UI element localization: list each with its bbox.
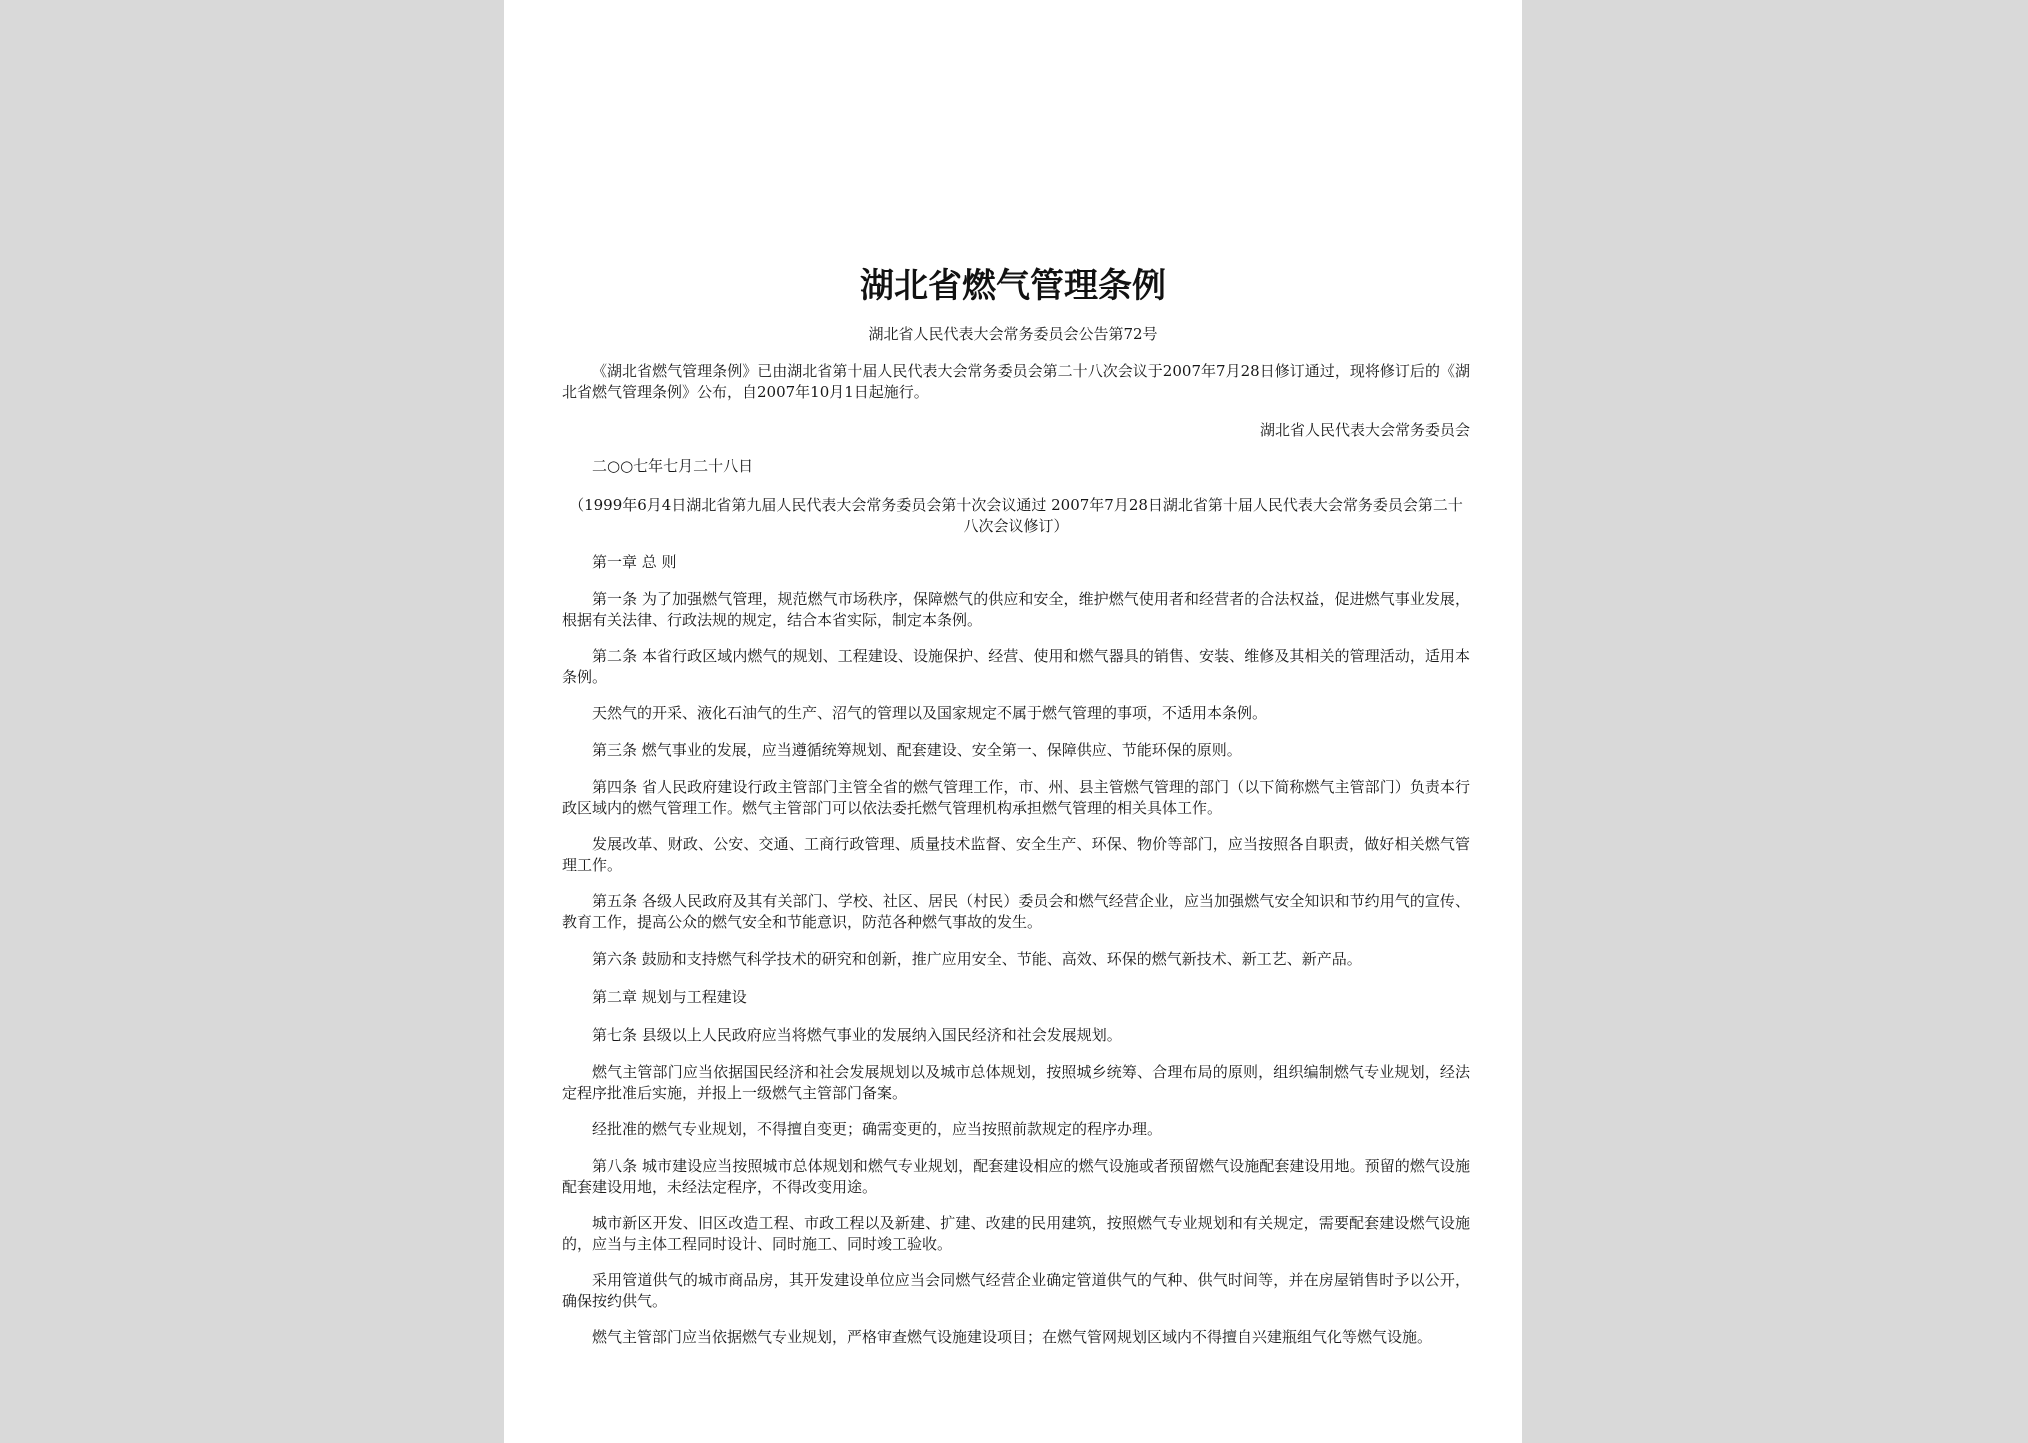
- document-subtitle: 湖北省人民代表大会常务委员会公告第72号: [868, 325, 1158, 343]
- issuer-line: 湖北省人民代表大会常务委员会: [1259, 421, 1470, 439]
- article-1: 第一条 为了加强燃气管理，规范燃气市场秩序，保障燃气的供应和安全，维护燃气使用者和经营者的合法权益，促进燃气事业发展，根据有关法律、行政法规的规定，结合本省实际，制定本条例。: [562, 590, 1470, 629]
- article-8-paragraph-3: 采用管道供气的城市商品房，其开发建设单位应当会同燃气经营企业确定管道供气的气种、供气时间等，并在房屋销售时予以公开，确保按约供气。: [562, 1271, 1470, 1310]
- article-5: 第五条 各级人民政府及其有关部门、学校、社区、居民（村民）委员会和燃气经营企业，应当加强燃气安全知识和节约用气的宣传、教育工作，提高公众的燃气安全和节能意识，防范各种燃气事故的发生。: [562, 892, 1470, 931]
- article-4-paragraph-2: 发展改革、财政、公安、交通、工商行政管理、质量技术监督、安全生产、环保、物价等部门，应当按照各自职责，做好相关燃气管理工作。: [562, 835, 1470, 874]
- date-line: 二○○七年七月二十八日: [592, 457, 754, 475]
- article-3: 第三条 燃气事业的发展，应当遵循统筹规划、配套建设、安全第一、保障供应、节能环保的原则。: [592, 741, 1242, 759]
- announcement-paragraph: 《湖北省燃气管理条例》已由湖北省第十届人民代表大会常务委员会第二十八次会议于2007年7月28日修订通过，现将修订后的《湖北省燃气管理条例》公布，自2007年10月1日起施行。: [562, 362, 1470, 401]
- chapter-heading-2: 第二章 规划与工程建设: [592, 988, 747, 1006]
- article-2: 第二条 本省行政区域内燃气的规划、工程建设、设施保护、经营、使用和燃气器具的销售、安装、维修及其相关的管理活动，适用本条例。: [562, 647, 1470, 686]
- article-8-paragraph-4: 燃气主管部门应当依据燃气专业规划，严格审查燃气设施建设项目；在燃气管网规划区域内不得擅自兴建瓶组气化等燃气设施。: [592, 1328, 1433, 1346]
- article-7: 第七条 县级以上人民政府应当将燃气事业的发展纳入国民经济和社会发展规划。: [592, 1026, 1122, 1044]
- article-8: 第八条 城市建设应当按照城市总体规划和燃气专业规划，配套建设相应的燃气设施或者预留燃气设施配套建设用地。预留的燃气设施配套建设用地，未经法定程序，不得改变用途。: [562, 1157, 1470, 1196]
- article-6: 第六条 鼓励和支持燃气科学技术的研究和创新，推广应用安全、节能、高效、环保的燃气新技术、新工艺、新产品。: [592, 950, 1362, 968]
- adoption-note: （1999年6月4日湖北省第九届人民代表大会常务委员会第十次会议通过 2007年7月28日湖北省第十届人民代表大会常务委员会第二十八次会议修订）: [569, 496, 1463, 535]
- article-4: 第四条 省人民政府建设行政主管部门主管全省的燃气管理工作，市、州、县主管燃气管理的部门（以下简称燃气主管部门）负责本行政区域内的燃气管理工作。燃气主管部门可以依法委托燃气管理机构承担燃气管理的相关具体工作。: [562, 778, 1470, 817]
- article-7-paragraph-3: 经批准的燃气专业规划，不得擅自变更；确需变更的，应当按照前款规定的程序办理。: [592, 1120, 1163, 1138]
- article-7-paragraph-2: 燃气主管部门应当依据国民经济和社会发展规划以及城市总体规划，按照城乡统筹、合理布局的原则，组织编制燃气专业规划，经法定程序批准后实施，并报上一级燃气主管部门备案。: [562, 1063, 1470, 1102]
- article-8-paragraph-2: 城市新区开发、旧区改造工程、市政工程以及新建、扩建、改建的民用建筑，按照燃气专业规划和有关规定，需要配套建设燃气设施的，应当与主体工程同时设计、同时施工、同时竣工验收。: [562, 1214, 1470, 1253]
- article-2-paragraph-2: 天然气的开采、液化石油气的生产、沼气的管理以及国家规定不属于燃气管理的事项，不适用本条例。: [592, 704, 1268, 722]
- document-page: [504, 0, 1522, 1443]
- document-title: 湖北省燃气管理条例: [860, 266, 1166, 306]
- chapter-heading-1: 第一章 总 则: [592, 553, 677, 571]
